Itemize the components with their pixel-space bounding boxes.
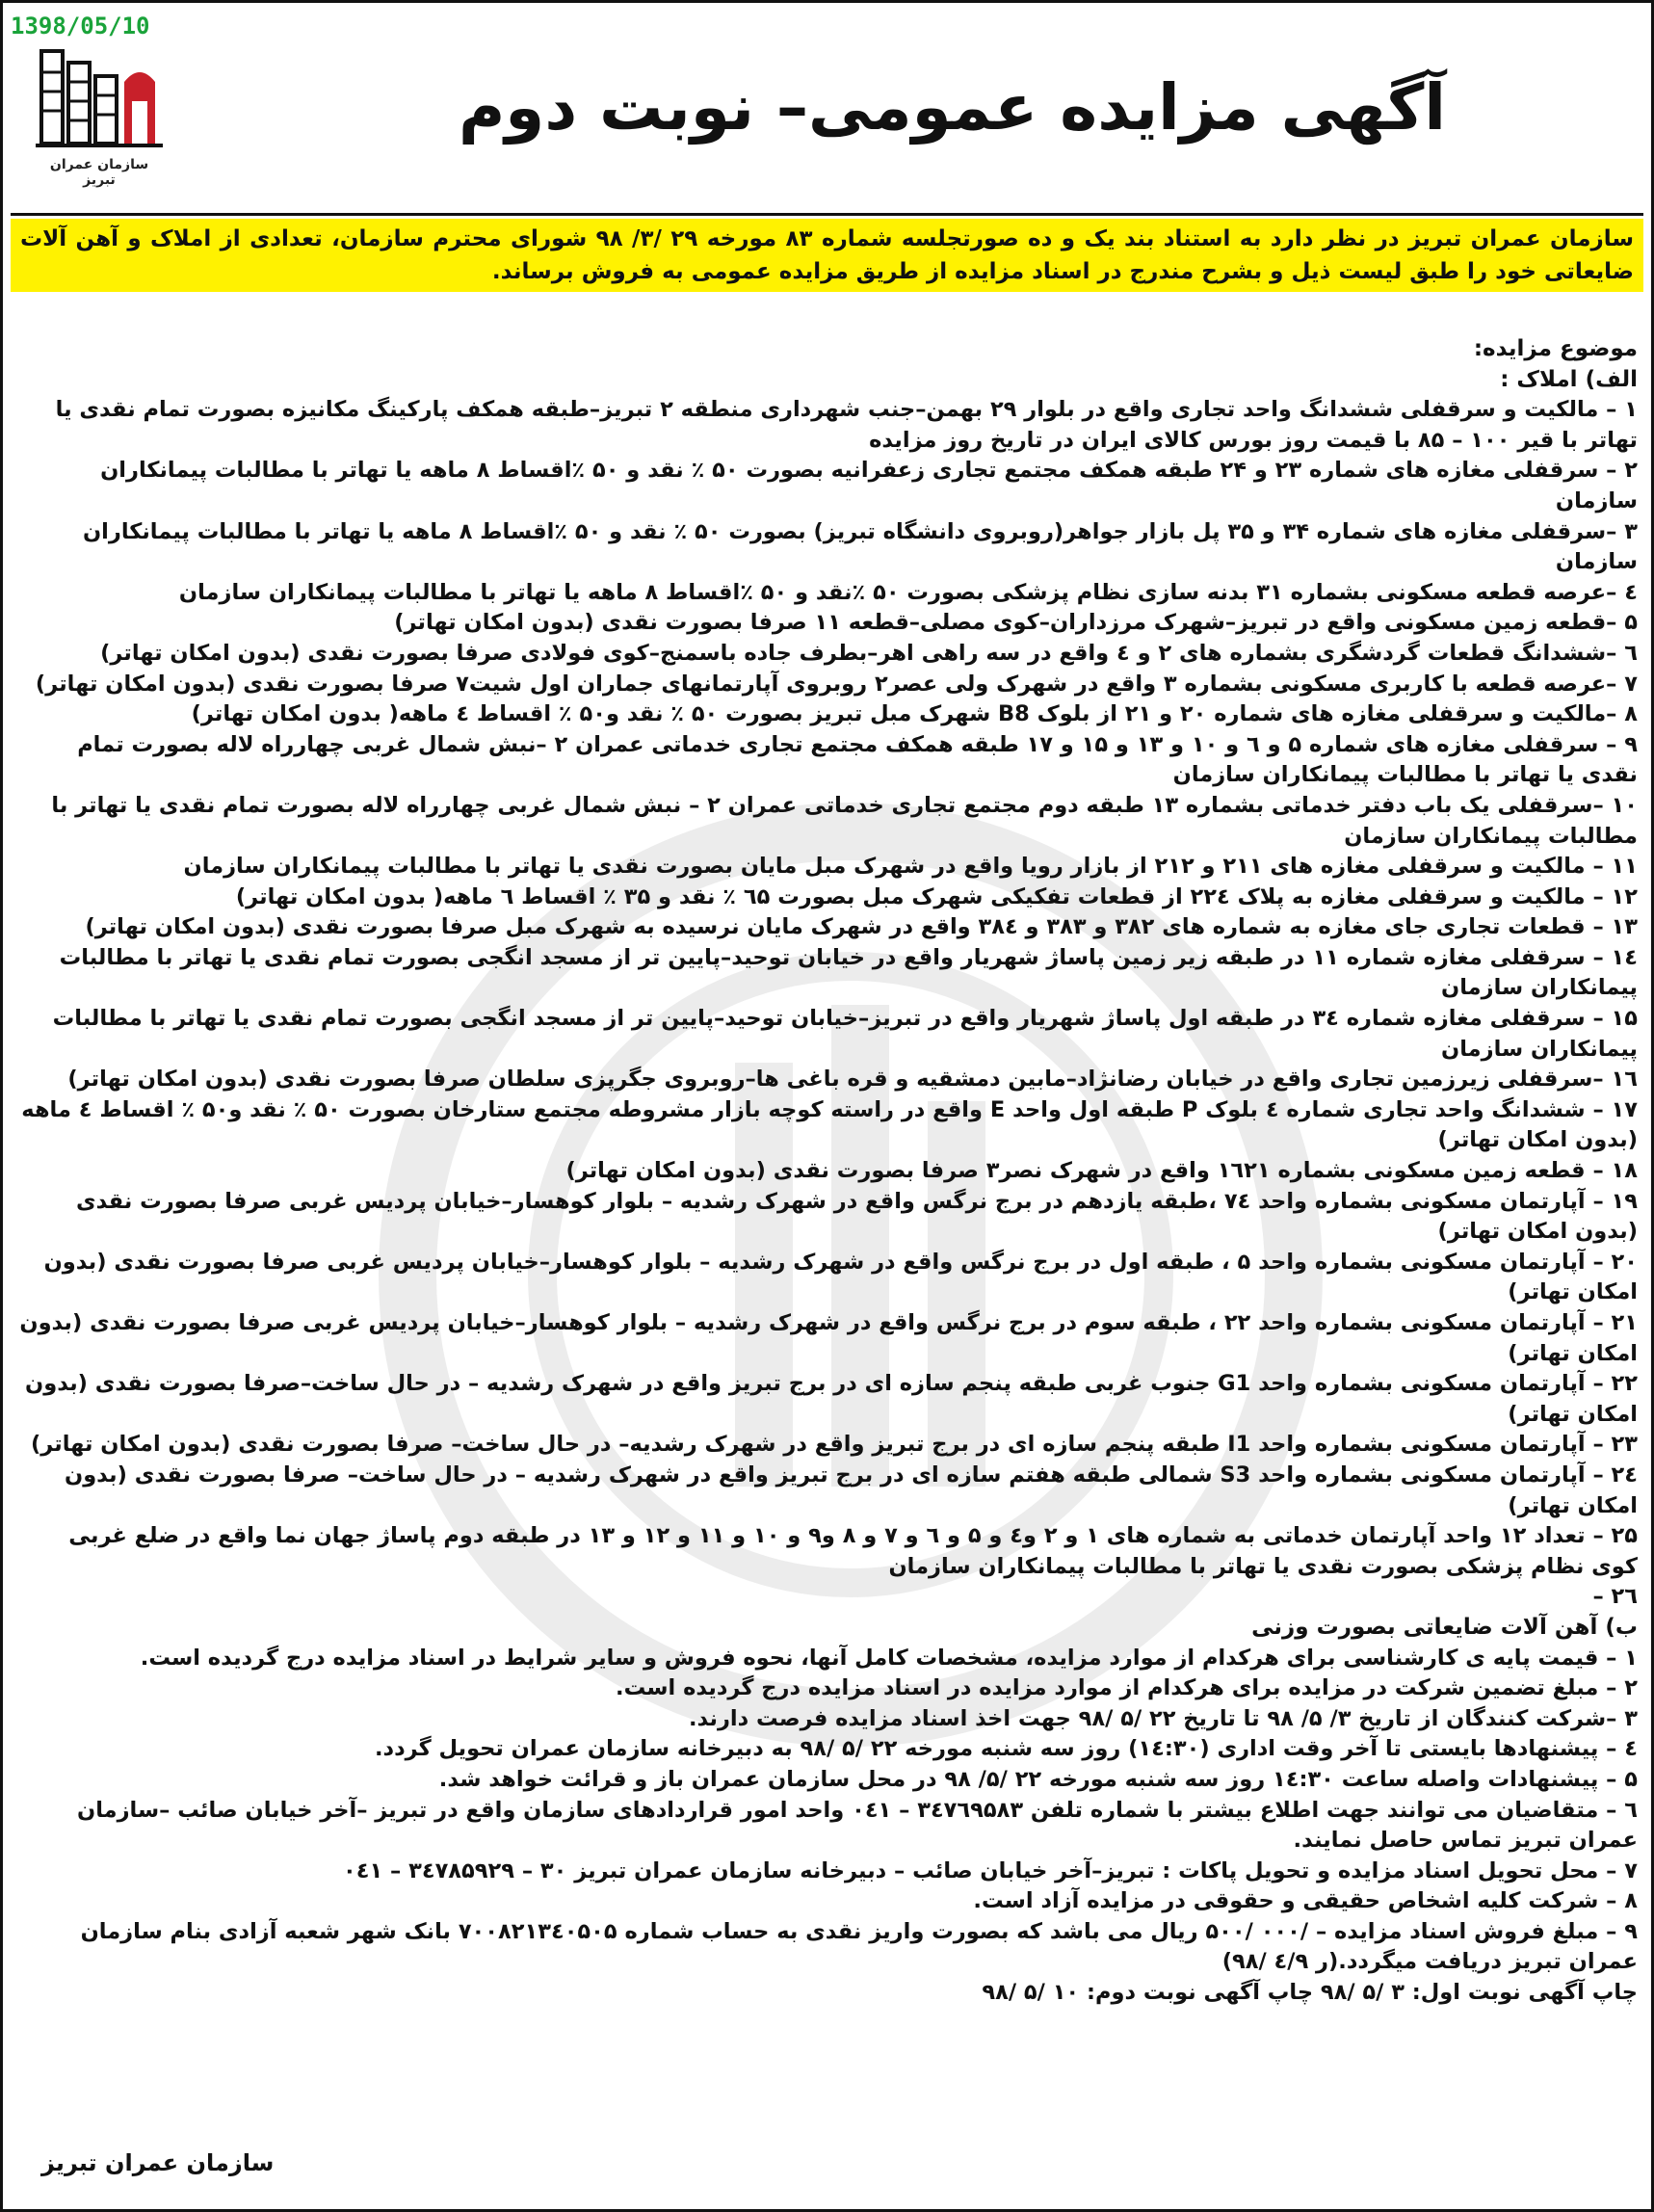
list-item: ۱٤ – سرقفلی مغازه شماره ۱۱ در طبقه زیر زمین پاساژ شهریار واقع در خیابان توحید–پایین تر از مسجد انگجی بصورت تمام نقدی یا تهاتر با مطالبات پیمانکاران سازمان [59,944,1638,1001]
list-item: ۲۱ – آپارتمان مسکونی بشماره واحد ۲۲ ، طبقه سوم در برج نرگس واقع در شهرک رشدیه – بلوار کوهسار–خیابان پردیس غربی صرفا بصورت نقدی (بدون امکان تهاتر) [19,1310,1638,1366]
list-item: ۲ – سرقفلی مغازه های شماره ۲۳ و ۲۴ طبقه همکف مجتمع تجاری زعفرانیه بصورت ۵۰ ٪ نقد و ۵۰ ٪اقساط ۸ ماهه یا تهاتر با مطالبات پیمانکاران سازمان [100,458,1638,514]
date-stamp: 1398/05/10 [11,13,150,40]
section-b-title: ب) آهن آلات ضایعاتی بصورت وزنی [1251,1614,1638,1640]
logo-buildings-icon [32,43,167,157]
publish-dates: چاپ آگهی نوبت اول: ۳ /۵ /۹۸ چاپ آگهی نوبت دوم: ۱۰ /۵ /۹۸ [982,1980,1638,2006]
signature: سازمان عمران تبریز [41,2149,275,2176]
list-item: ۱۸ – قطعه زمین مسکونی بشماره ۱٦۲۱ واقع در شهرک نصر۳ صرفا بصورت نقدی (بدون امکان تهاتر) [565,1158,1638,1184]
title-divider [11,213,1643,216]
list-item: ۱۰ –سرقفلی یک باب دفتر خدماتی بشماره ۱۳ طبقه دوم مجتمع تجاری خدماتی عمران ۲ – نبش شمال غربی چهارراه لاله بصورت تمام نقدی یا تهاتر با مطالبات پیمانکاران سازمان [51,792,1638,849]
list-item: ۲۰ – آپارتمان مسکونی بشماره واحد ۵ ، طبقه اول در برج نرگس واقع در شهرک رشدیه – بلوار کوهسار–خیابان پردیس غربی صرفا بصورت نقدی (بدون امکان تهاتر) [43,1249,1638,1305]
list-item: ۳ –سرقفلی مغازه های شماره ۳۴ و ۳۵ پل بازار جواهر(روبروی دانشگاه تبریز) بصورت ۵۰ ٪ نقد و ۵۰ ٪اقساط ۸ ماهه یا تهاتر با مطالبات پیمانکاران سازمان [82,518,1638,575]
list-item: ٤ – پیشنهادها بایستی تا آخر وقت اداری (۱٤:۳۰) روز سه شنبه مورخه ۲۲ /۵ /۹۸ به دبیرخانه سازمان عمران تحویل گردد. [374,1736,1638,1762]
list-item: ٦ –ششدانگ قطعات گردشگری بشماره های ۲ و ٤ واقع در سه راهی اهر–بطرف جاده باسمنج–کوی فولادی صرفا بصورت نقدی (بدون امکان تهاتر) [100,640,1638,666]
logo-caption: سازمان عمران تبریز [49,157,149,188]
list-item: ۱۲ – مالکیت و سرقفلی مغازه به پلاک ۲۲٤ از قطعات تفکیکی شهرک مبل بصورت ٦۵ ٪ نقد و ۳۵ ٪ اقساط ٦ ماهه( بدون امکان تهاتر) [235,883,1638,909]
list-item: ۳ –شرکت کنندگان از تاریخ ۳/ ۵/ ۹۸ تا تاریخ ۲۲ /۵ /۹۸ جهت اخذ اسناد مزایده فرصت دارند. [688,1705,1638,1731]
list-item: ۸ –مالکیت و سرقفلی مغازه های شماره ۲۰ و ۲۱ از بلوک B8 شهرک مبل تبریز بصورت ۵۰ ٪ نقد و۵۰ ٪ اقساط ٤ ماهه( بدون امکان تهاتر) [191,701,1638,727]
organization-logo [32,43,167,188]
section-a-title: الف) املاک : [1500,366,1638,392]
section-a-list [16,395,1638,1613]
list-item: ۲۲ – آپارتمان مسکونی بشماره واحد G1 جنوب غربی طبقه پنجم سازه ای در برج تبریز واقع در شهرک رشدیه – در حال ساخت–صرفا بصورت نقدی (بدون امکان تهاتر) [25,1371,1638,1427]
list-item: ۲٦ – [1592,1584,1638,1610]
subject-label: موضوع مزایده: [1473,336,1638,361]
auction-details [16,334,1638,2009]
list-item: ۵ – پیشنهادات واصله ساعت ۱٤:۳۰ روز سه شنبه مورخه ۲۲ /۵/ ۹۸ در محل سازمان عمران باز و قرائت خواهد شد. [438,1766,1638,1792]
list-item: ۷ –عرصه قطعه با کاربری مسکونی بشماره ۳ واقع در شهرک ولی عصر۲ روبروی آپارتمانهای جماران اول شیت۷ صرفا بصورت نقدی (بدون امکان تهاتر) [35,671,1638,697]
list-item: ۱ – قیمت پایه ی کارشناسی برای هرکدام از موارد مزایده، مشخصات کامل آنها، نحوه فروش و سایر شرایط در اسناد مزایده درج گردیده است. [140,1645,1638,1671]
intro-paragraph: سازمان عمران تبریز در نظر دارد به استناد بند یک و ده صورتجلسه شماره ۸۳ مورخه ۲۹ /۳/ ۹۸ شورای محترم سازمان، تعدادی از املاک و آهن آلات ضایعاتی خود را طبق لیست ذیل و بشرح مندرج در اسناد مزایده از طریق مزایده عمومی به فروش برساند. [11,219,1643,292]
list-item: ۲٤ – آپارتمان مسکونی بشماره واحد S3 شمالی طبقه هفتم سازه ای در برج تبریز واقع در شهرک رشدیه – در حال ساخت– صرفا بصورت نقدی (بدون امکان تهاتر) [64,1462,1638,1518]
list-item: ۱۱ – مالکیت و سرقفلی مغازه های ۲۱۱ و ۲۱۲ از بازار رویا واقع در شهرک مبل مایان بصورت نقدی یا تهاتر با مطالبات پیمانکاران سازمان [183,854,1638,880]
list-item: ۹ – سرقفلی مغازه های شماره ۵ و ٦ و ۱۰ و ۱۳ و ۱۵ و ۱۷ طبقه همکف مجتمع تجاری خدماتی عمران ۲ –نبش شمال غربی چهارراه لاله بصورت تمام نقدی یا تهاتر با مطالبات پیمانکاران سازمان [77,731,1638,788]
list-item: ۵ –قطعه زمین مسکونی واقع در تبریز–شهرک مرزداران–کوی مصلی–قطعه ۱۱ صرفا بصورت نقدی (بدون امکان تهاتر) [394,610,1638,636]
section-b-list [16,1644,1638,1979]
list-item: ۱۳ – قطعات تجاری جای مغازه به شماره های ۳۸۲ و ۳۸۳ و ۳۸٤ واقع در شهرک مایان نرسیده به شهرک مبل صرفا بصورت نقدی (بدون امکان تهاتر) [85,914,1638,940]
list-item: ۱۹ – آپارتمان مسکونی بشماره واحد ۷٤ ،طبقه یازدهم در برج نرگس واقع در شهرک رشدیه – بلوار کوهسار–خیابان پردیس غربی صرفا بصورت نقدی (بدون امکان تهاتر) [76,1188,1638,1245]
list-item: ۱ – مالکیت و سرقفلی ششدانگ واحد تجاری واقع در بلوار ۲۹ بهمن–جنب شهرداری منطقه ۲ تبریز–طبقه همکف پارکینگ مکانیزه بصورت تمام نقدی یا تهاتر با قیر ۱۰۰ – ۸۵ با قیمت روز بورس کالای ایران در تاریخ روز مزایده [55,397,1638,453]
list-item: ۱۷ – ششدانگ واحد تجاری شماره ٤ بلوک P طبقه اول واحد E واقع در راسته کوچه بازار مشروطه مجتمع ستارخان بصورت ۵۰ ٪ نقد و۵۰ ٪ اقساط ٤ ماهه (بدون امکان تهاتر) [21,1096,1638,1153]
list-item: ٦ – متقاضیان می توانند جهت اطلاع بیشتر با شماره تلفن ۳٤۷٦۹۵۸۳ – ۰٤۱ واحد امور قراردادهای سازمان واقع در تبریز –آخر خیابان صائب –سازمان عمران تبریز تماس حاصل نمایند. [77,1797,1638,1854]
list-item: ۲ – مبلغ تضمین شرکت در مزایده برای هرکدام از موارد مزایده در اسناد مزایده درج گردیده است. [616,1675,1638,1701]
page-title: آگهی مزایده عمومی– نوبت دوم [458,70,1447,145]
list-item: ۲۳ – آپارتمان مسکونی بشماره واحد I1 طبقه پنجم سازه ای در برج تبریز واقع در شهرک رشدیه– در حال ساخت– صرفا بصورت نقدی (بدون امکان تهاتر) [30,1432,1638,1458]
list-item: ۱۵ – سرقفلی مغازه شماره ۳٤ در طبقه اول پاساژ شهریار واقع در تبریز–خیابان توحید–پایین تر از مسجد انگجی بصورت تمام نقدی یا تهاتر با مطالبات پیمانکاران سازمان [52,1006,1638,1062]
list-item: ۲۵ – تعداد ۱۲ واحد آپارتمان خدماتی به شماره های ۱ و ۲ و٤ و ۵ و ٦ و ۷ و ۸ و۹ و ۱۰ و ۱۱ و ۱۲ و ۱۳ در طبقه دوم پاساژ جهان نما واقع در ضلع غربی کوی نظام پزشکی بصورت نقدی یا تهاتر با مطالبات پیمانکاران سازمان [68,1523,1638,1579]
list-item: ۹ – مبلغ فروش اسناد مزایده – /۰۰۰ /۵۰۰ ریال می باشد که بصورت واریز نقدی به حساب شماره ۷۰۰۸۲۱۳٤۰۵۰۵ بانک شهر شعبه آزادی بنام سازمان عمران تبریز دریافت میگردد.(ر ٤/۹ /۹۸) [80,1918,1638,1975]
list-item: ۷ – محل تحویل اسناد مزایده و تحویل پاکات : تبریز–آخر خیابان صائب – دبیرخانه سازمان عمران تبریز ۳۰ – ۳٤۷۸۵۹۲۹ – ۰٤۱ [342,1857,1638,1883]
list-item: ۱٦ –سرقفلی زیرزمین تجاری واقع در خیابان رضانژاد–مابین دمشقیه و قره باغی ها–روبروی جگرپزی سلطان صرفا بصورت نقدی (بدون امکان تهاتر) [67,1066,1638,1093]
list-item: ٤ –عرصه قطعه مسکونی بشماره ۳۱ بدنه سازی نظام پزشکی بصورت ۵۰ ٪نقد و ۵۰ ٪اقساط ۸ ماهه یا تهاتر با مطالبات پیمانکاران سازمان [178,579,1638,605]
list-item: ۸ – شرکت کلیه اشخاص حقیقی و حقوقی در مزایده آزاد است. [973,1888,1638,1914]
